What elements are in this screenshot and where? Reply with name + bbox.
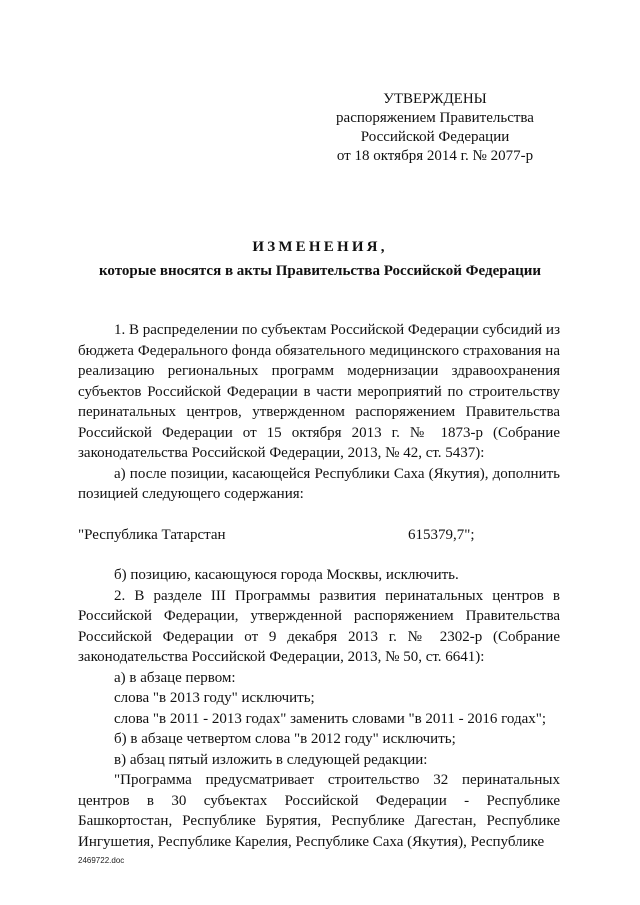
paragraph: в) абзац пятый изложить в следующей редакции: (114, 751, 428, 768)
paragraph: 1. В распределении по субъектам Российской Федерации субсидий из бюджета Федерального фонда обязательного медицинского страхования на реализацию региональных программ модернизации здравоохранения субъектов Российской Федерации в части мероприятий по строительству перинатальных центров, утвержденном распоряжением Правительства Российской Федерации от 15 октября 2013 г. № 1873-р (Собрание законодательства Российской Федерации, 2013, № 42, ст. 5437): (78, 322, 560, 461)
paragraph: слова "в 2013 году" исключить; (114, 690, 315, 706)
approval-block (330, 90, 540, 166)
paragraph: б) в абзаце четвертом слова "в 2012 году" исключить; (114, 731, 456, 747)
approval-line: распоряжением Правительства (336, 110, 534, 126)
paragraph: а) после позиции, касающейся Республики Саха (Якутия), дополнить позицией следующего содержания: (78, 465, 560, 502)
spacer (78, 505, 560, 525)
approval-date: от 18 октября 2014 г. № 2077-р (336, 148, 534, 164)
approval-heading: УТВЕРЖДЕНЫ (383, 91, 487, 107)
insert-region: "Республика Татарстан (78, 526, 226, 543)
spacer (78, 545, 560, 565)
document-subtitle: которые вносятся в акты Правительства Российской Федерации (98, 263, 542, 279)
paragraph: слова "в 2011 - 2013 годах" заменить словами "в 2011 - 2016 годах"; (114, 710, 547, 727)
paragraph: б) позицию, касающуюся города Москвы, исключить. (114, 567, 459, 583)
document-title: ИЗМЕНЕНИЯ, (252, 239, 388, 255)
insert-amount: 615379,7"; (408, 526, 475, 543)
paragraph: 2. В разделе III Программы развития перинатальных центров в Российской Федерации, утвержденной распоряжением Правительства Российской Федерации от 9 декабря 2013 г. № 2302-р (Собрание законодательства Российской Федерации, 2013, № 50, ст. 6641): (78, 587, 560, 665)
insert-row (78, 525, 560, 546)
file-name-footer: 2469722.doc (78, 856, 125, 865)
document-body (78, 320, 560, 852)
paragraph: а) в абзаце первом: (114, 669, 236, 686)
paragraph: "Программа предусматривает строительство 32 перинатальных центров в 30 субъектах Российской Федерации - Республике Башкортостан, Республике Бурятия, Республике Дагестан, Республике Ингушетия, Республике Карелия, Республике Саха (Якутия), Республике (78, 772, 560, 850)
approval-line: Российской Федерации (360, 129, 510, 145)
